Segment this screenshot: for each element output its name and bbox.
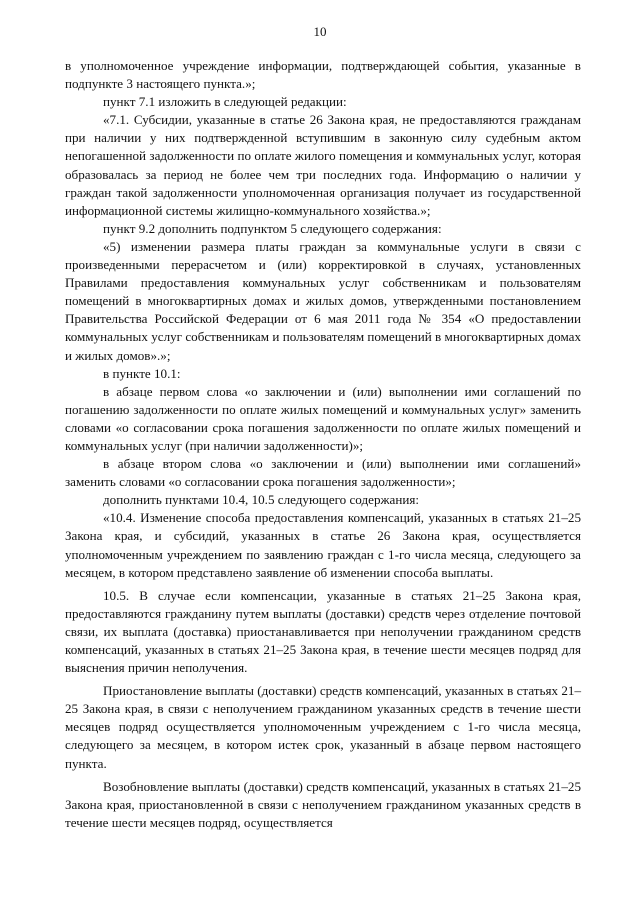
paragraph: в уполномоченное учреждение информации, подтверждающей события, указанные в подпункте 3 настоящего пункта.»; [65, 58, 581, 92]
paragraph: 10.5. В случае если компенсации, указанные в статьях 21–25 Закона края, предоставляются гражданину путем выплаты (доставки) средств через отделение почтовой связи, их выплата (доставка) приостанавливается при неполучении гражданином средств компенсаций, указанных в статьях 21–25 Закона края, в течение шести месяцев подряд для выяснения причин неполучения. [65, 587, 581, 676]
paragraph: «10.4. Изменение способа предоставления компенсаций, указанных в статьях 21–25 Закона края, и субсидий, указанных в статье 26 Закона края, осуществляется уполномоченным учреждением по заявлению граждан с 1-го числа месяца, следующего за месяцем, в котором представлено заявление об изменении способа выплаты. [65, 510, 581, 580]
paragraph: пункт 7.1 изложить в следующей редакции: [103, 94, 347, 110]
document-text-body [65, 57, 581, 832]
paragraph: Возобновление выплаты (доставки) средств компенсаций, указанных в статьях 21–25 Закона края, приостановленной в связи с неполучением гражданином указанных средств в течение шести месяцев подряд, осуществляется [65, 778, 581, 830]
page-number: 10 [313, 24, 327, 39]
paragraph: в пункте 10.1: [103, 365, 181, 381]
paragraph: «7.1. Субсидии, указанные в статье 26 Закона края, не предоставляются гражданам при наличии у них подтвержденной вступившим в законную силу судебным актом непогашенной задолженности по оплате жилого помещения и коммунальных услуг, которая образовалась за период не более чем три последних года. Информацию о наличии у граждан такой задолженности уполномоченная организация получает из государственной информационной системы жилищно-коммунального хозяйства.»; [65, 112, 581, 218]
paragraph: в абзаце втором слова «о заключении и (или) выполнении ими соглашений» заменить словами «о согласовании срока погашения задолженности»; [65, 456, 581, 490]
paragraph: дополнить пунктами 10.4, 10.5 следующего содержания: [103, 492, 420, 508]
paragraph: в абзаце первом слова «о заключении и (или) выполнении ими соглашений по погашению задолженности по оплате жилых помещений и коммунальных услуг» заменить словами «о согласовании срока погашения задолженности по оплате жилых помещений и коммунальных услуг (при наличии задолженности)»; [65, 383, 581, 453]
paragraph: «5) изменении размера платы граждан за коммунальные услуги в связи с произведенными перерасчетом и (или) корректировкой в случаях, установленных Правилами предоставления коммунальных услуг собственникам и пользователям помещений в многоквартирных домах и жилых домов, утвержденными постановлением Правительства Российской Федерации от 6 мая 2011 года № 354 «О предоставлении коммунальных услуг собственникам и пользователям помещений в многоквартирных домах и жилых домов».»; [65, 238, 581, 363]
paragraph: Приостановление выплаты (доставки) средств компенсаций, указанных в статьях 21–25 Закона края, в связи с неполучением гражданином указанных средств в течение шести месяцев подряд осуществляется уполномоченным учреждением с 1-го числа месяца, следующего за месяцем, в котором истек срок, указанный в абзаце первом настоящего пункта. [65, 683, 581, 771]
paragraph: пункт 9.2 дополнить подпунктом 5 следующего содержания: [103, 220, 442, 236]
